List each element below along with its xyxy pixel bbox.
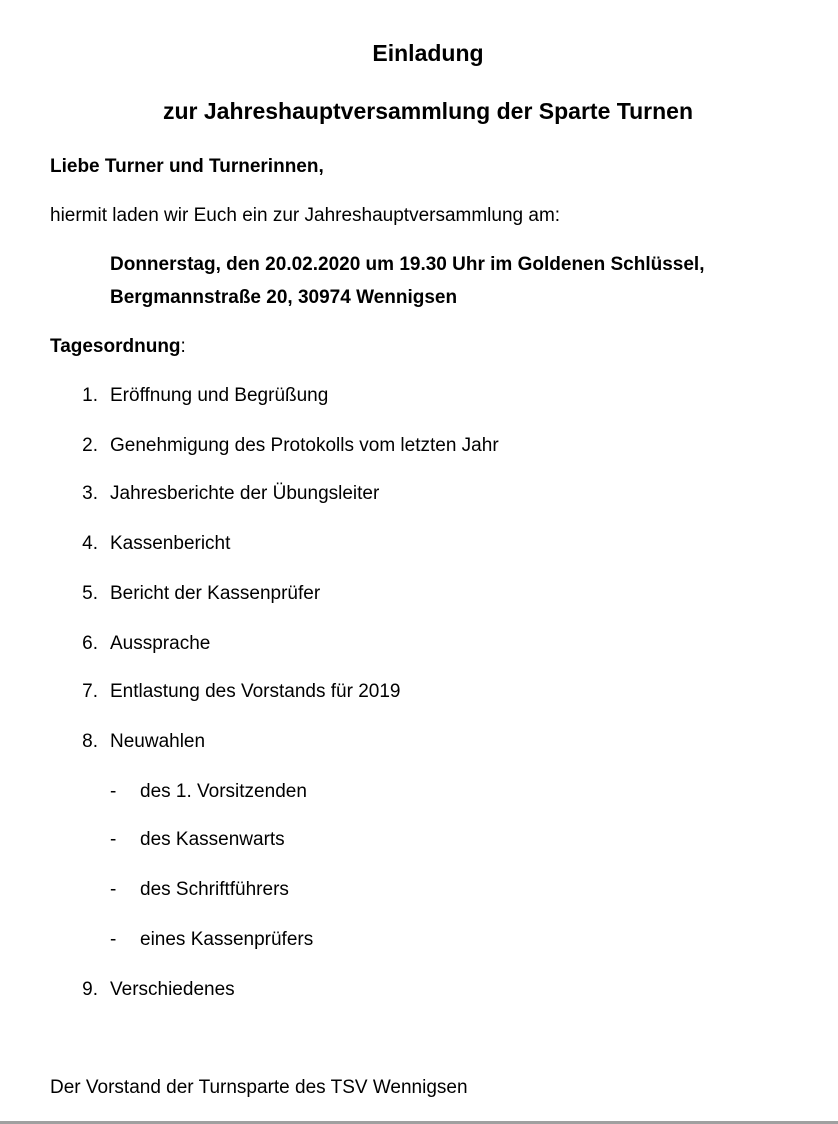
sub-item-bullet: - xyxy=(110,781,117,802)
agenda-heading-colon: : xyxy=(180,336,186,357)
agenda-item-number: 3. xyxy=(82,483,98,504)
agenda-item: Entlastung des Vorstands für 2019 xyxy=(110,681,401,702)
agenda-item: Kassenbericht xyxy=(110,533,231,554)
document-subtitle: zur Jahreshauptversammlung der Sparte Turnen xyxy=(163,98,693,124)
sub-item: des Schriftführers xyxy=(140,879,289,900)
document-title: Einladung xyxy=(372,40,484,66)
agenda-item: Eröffnung und Begrüßung xyxy=(110,385,329,406)
agenda-item: Verschiedenes xyxy=(110,979,235,1000)
intro-text: hiermit laden wir Euch ein zur Jahreshauptversammlung am: xyxy=(50,205,561,226)
agenda-item: Neuwahlen xyxy=(110,731,206,752)
agenda-item: Aussprache xyxy=(110,633,211,654)
sub-item: eines Kassenprüfers xyxy=(140,929,314,950)
sub-item: des Kassenwarts xyxy=(140,829,285,850)
sub-item-bullet: - xyxy=(110,829,117,850)
agenda-item-number: 1. xyxy=(82,385,98,406)
agenda-item-number: 4. xyxy=(82,533,98,554)
greeting: Liebe Turner und Turnerinnen, xyxy=(50,156,324,177)
agenda-item-number: 2. xyxy=(82,435,98,456)
agenda-item-number: 9. xyxy=(82,979,98,1000)
agenda-item-number: 5. xyxy=(82,583,98,604)
agenda-item: Bericht der Kassenprüfer xyxy=(110,583,321,604)
agenda-item: Genehmigung des Protokolls vom letzten Jahr xyxy=(110,435,499,456)
agenda-item-number: 8. xyxy=(82,731,98,752)
agenda-item-number: 6. xyxy=(82,633,98,654)
sub-item: des 1. Vorsitzenden xyxy=(140,781,307,802)
agenda-item-number: 7. xyxy=(82,681,98,702)
agenda-heading-label: Tagesordnung xyxy=(50,336,181,357)
event-details-line1: Donnerstag, den 20.02.2020 um 19.30 Uhr im Goldenen Schlüssel, xyxy=(110,254,705,275)
signature: Der Vorstand der Turnsparte des TSV Wennigsen xyxy=(50,1077,468,1098)
sub-item-bullet: - xyxy=(110,879,117,900)
sub-item-bullet: - xyxy=(110,929,117,950)
event-details-line2: Bergmannstraße 20, 30974 Wennigsen xyxy=(110,287,458,308)
agenda-heading xyxy=(50,335,186,359)
agenda-item: Jahresberichte der Übungsleiter xyxy=(110,483,380,504)
